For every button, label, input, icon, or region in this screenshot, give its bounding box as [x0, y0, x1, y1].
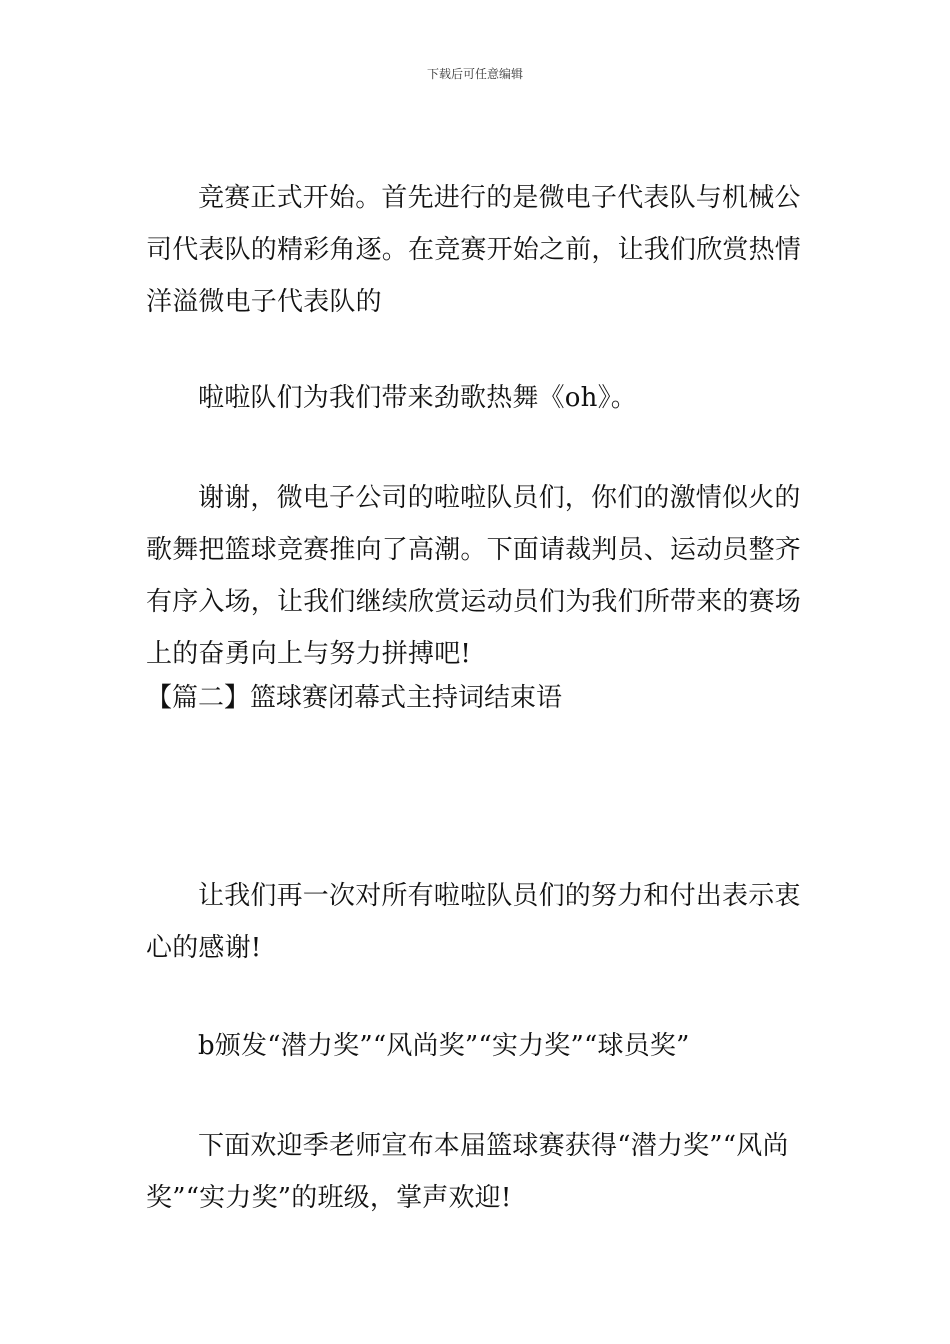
- page-header: 下载后可任意编辑: [426, 67, 523, 81]
- section-heading: 【篇二】篮球赛闭幕式主持词结束语: [146, 683, 563, 713]
- paragraph-awards: b颁发“潜力奖”“风尚奖”“实力奖”“球员奖”: [198, 1031, 690, 1061]
- paragraph-cheerleaders: 啦啦队们为我们带来劲歌热舞《oh》。: [198, 383, 637, 413]
- paragraph-announcement: 下面欢迎季老师宣布本届篮球赛获得“潜力奖”“风尚奖”“实力奖”的班级，掌声欢迎!: [146, 1131, 789, 1213]
- paragraph-gratitude: 让我们再一次对所有啦啦队员们的努力和付出表示衷心的感谢!: [146, 881, 801, 963]
- paragraph-match-start: 竞赛正式开始。首先进行的是微电子代表队与机械公司代表队的精彩角逐。在竞赛开始之前，让我们欣赏热情洋溢微电子代表队的: [146, 183, 802, 317]
- paragraph-thanks: 谢谢，微电子公司的啦啦队员们，你们的激情似火的歌舞把篮球竞赛推向了高潮。下面请裁判员、运动员整齐有序入场，让我们继续欣赏运动员们为我们所带来的赛场上的奋勇向上与努力拼搏吧!: [146, 483, 802, 669]
